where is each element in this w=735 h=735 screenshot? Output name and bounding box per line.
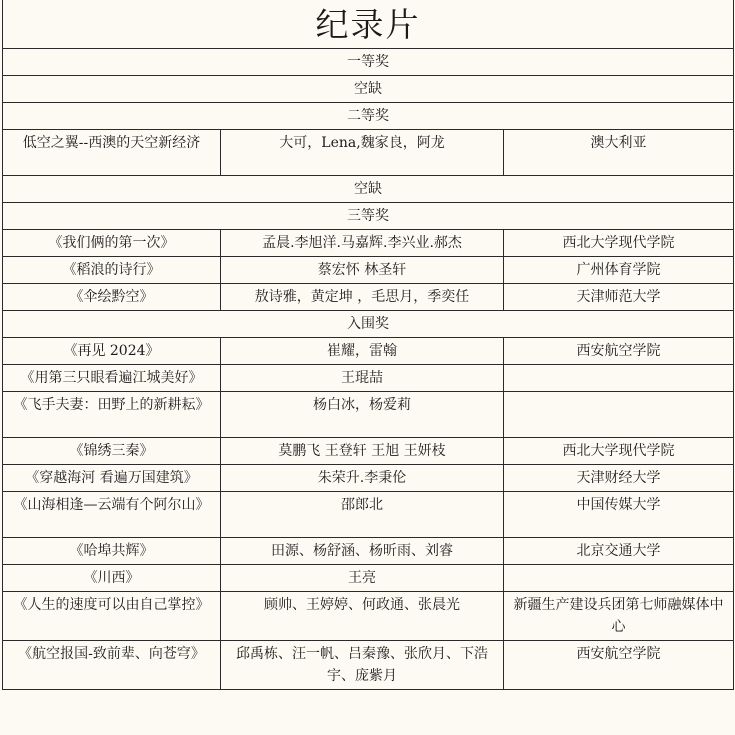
authors: 大可，Lena,魏家良，阿龙 [221, 130, 504, 176]
table-row [3, 130, 734, 176]
table-row [3, 641, 734, 690]
school: 广州体育学院 [504, 257, 734, 284]
authors: 顾帅、王婷婷、何政通、张晨光 [221, 592, 504, 641]
school: 天津师范大学 [504, 284, 734, 311]
section-finalist: 入围奖 [3, 311, 734, 338]
work-title: 《用第三只眼看遍江城美好》 [3, 365, 221, 392]
school [504, 392, 734, 438]
authors: 邱禹栋、汪一帆、吕秦豫、张欣月、下浩宇、庞紫月 [221, 641, 504, 690]
work-title: 《人生的速度可以由自己掌控》 [3, 592, 221, 641]
work-title: 《哈埠共辉》 [3, 538, 221, 565]
school: 西安航空学院 [504, 338, 734, 365]
school [504, 565, 734, 592]
vacant-first-prize: 空缺 [3, 76, 734, 103]
table-row [3, 592, 734, 641]
authors: 崔耀，雷翰 [221, 338, 504, 365]
authors: 莫鹏飞 王登轩 王旭 王妍枝 [221, 438, 504, 465]
work-title: 《我们俩的第一次》 [3, 230, 221, 257]
awards-table [2, 0, 734, 690]
authors: 孟晨.李旭洋.马嘉辉.李兴业.郝杰 [221, 230, 504, 257]
table-row [3, 230, 734, 257]
authors: 杨白冰，杨爱莉 [221, 392, 504, 438]
table-row [3, 438, 734, 465]
school: 中国传媒大学 [504, 492, 734, 538]
section-third-prize: 三等奖 [3, 203, 734, 230]
school: 北京交通大学 [504, 538, 734, 565]
school: 天津财经大学 [504, 465, 734, 492]
authors: 王亮 [221, 565, 504, 592]
section-first-prize: 一等奖 [3, 49, 734, 76]
table-row [3, 492, 734, 538]
authors: 田源、杨舒涵、杨昕雨、刘睿 [221, 538, 504, 565]
school: 新疆生产建设兵团第七师融媒体中心 [504, 592, 734, 641]
authors: 邵郎北 [221, 492, 504, 538]
authors: 蔡宏怀 林圣轩 [221, 257, 504, 284]
table-row [3, 365, 734, 392]
section-second-prize: 二等奖 [3, 103, 734, 130]
work-title: 低空之翼--西澳的天空新经济 [3, 130, 221, 176]
work-title: 《川西》 [3, 565, 221, 592]
table-row [3, 465, 734, 492]
school: 澳大利亚 [504, 130, 734, 176]
authors: 朱荣升.李秉伦 [221, 465, 504, 492]
work-title: 《伞绘黔空》 [3, 284, 221, 311]
table-row [3, 284, 734, 311]
work-title: 《稻浪的诗行》 [3, 257, 221, 284]
table-row [3, 538, 734, 565]
authors: 王琨喆 [221, 365, 504, 392]
work-title: 《山海相逢—云端有个阿尔山》 [3, 492, 221, 538]
page-title: 纪录片 [3, 0, 734, 49]
table-row [3, 392, 734, 438]
school: 西北大学现代学院 [504, 230, 734, 257]
work-title: 《航空报国-致前辈、向苍穹》 [3, 641, 221, 690]
vacant-second-prize: 空缺 [3, 176, 734, 203]
table-row [3, 257, 734, 284]
work-title: 《锦绣三秦》 [3, 438, 221, 465]
table-row [3, 338, 734, 365]
work-title: 《穿越海河 看遍万国建筑》 [3, 465, 221, 492]
authors: 敖诗雅，黄定坤 ，毛思月，季奕任 [221, 284, 504, 311]
work-title: 《再见 2024》 [3, 338, 221, 365]
school: 西北大学现代学院 [504, 438, 734, 465]
school [504, 365, 734, 392]
school: 西安航空学院 [504, 641, 734, 690]
work-title: 《飞手夫妻：田野上的新耕耘》 [3, 392, 221, 438]
table-row [3, 565, 734, 592]
